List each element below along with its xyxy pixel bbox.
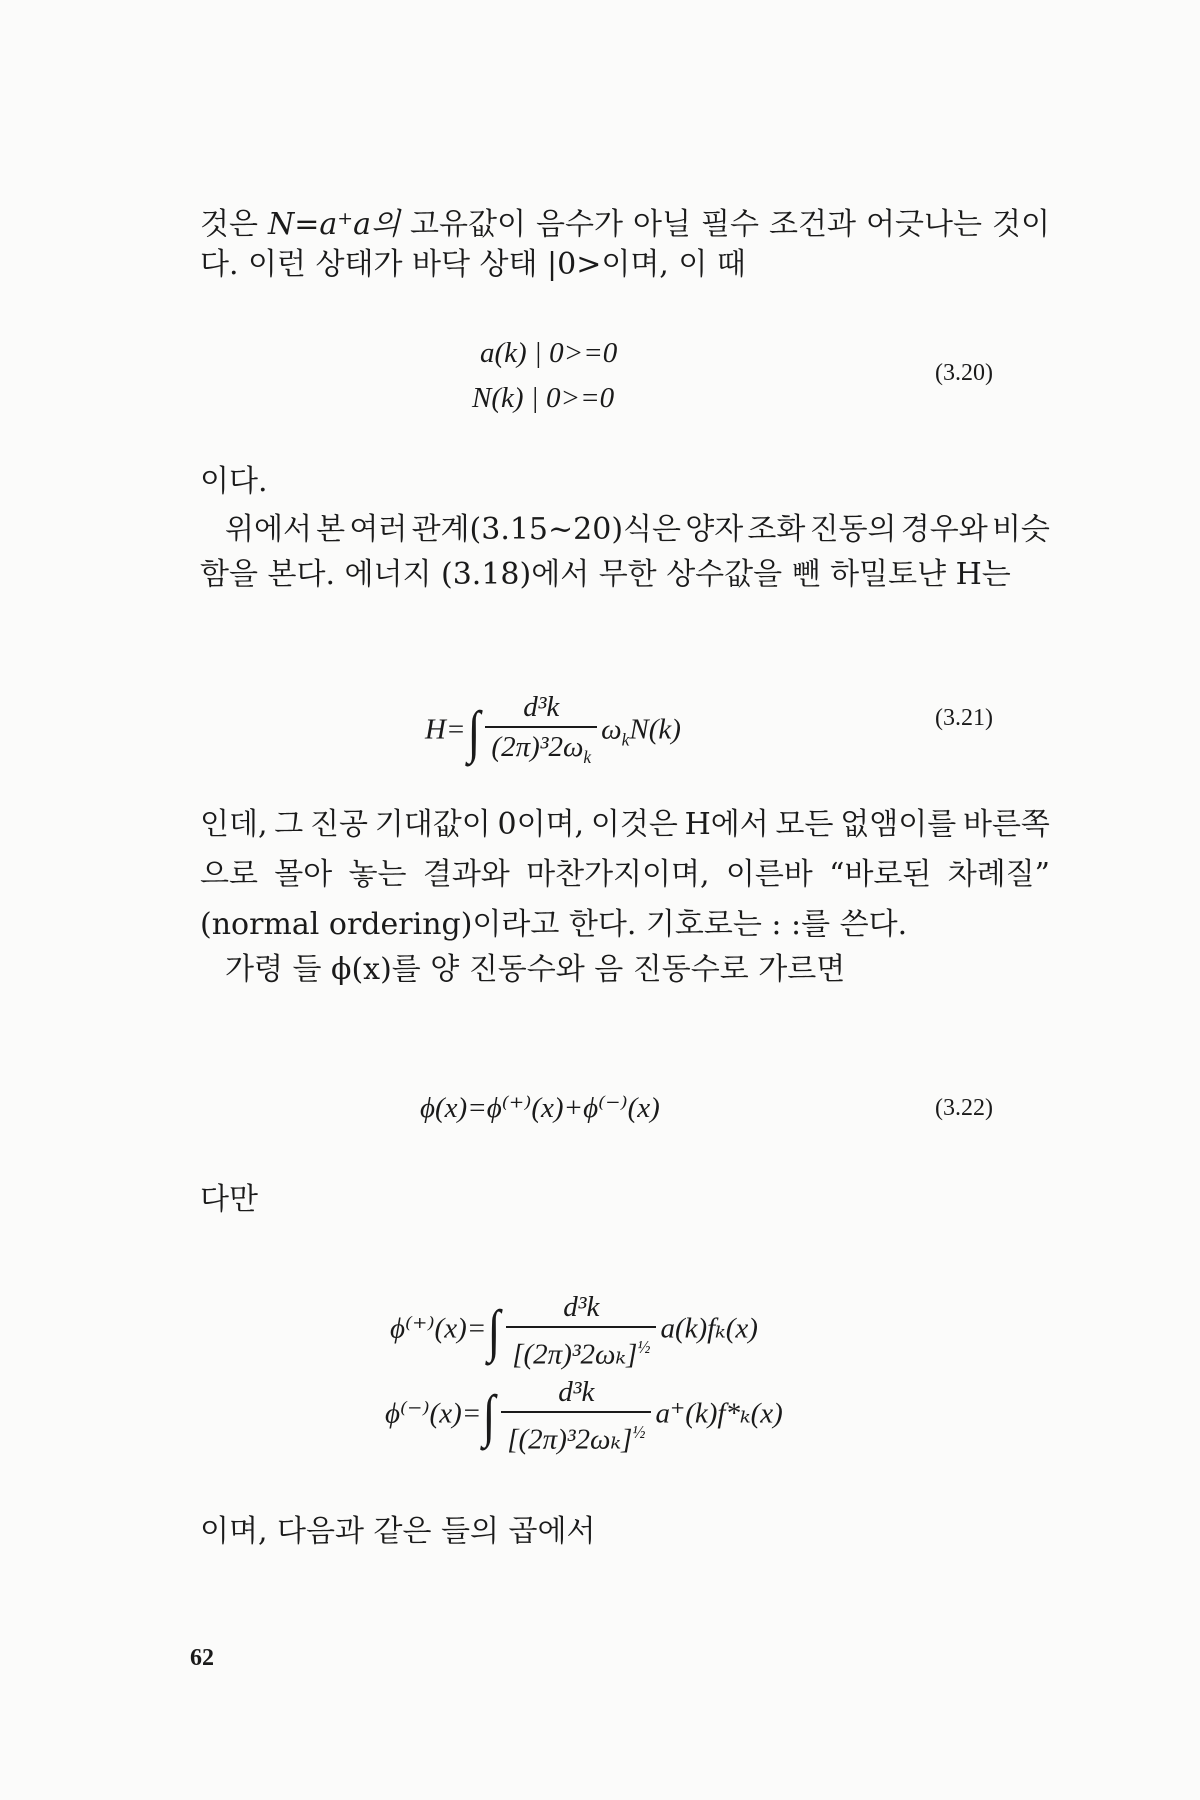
word: 그 bbox=[274, 807, 304, 842]
paragraph-3-line-3: (normal ordering)이라고 한다. 기호로는 : :를 쓴다. bbox=[200, 907, 908, 942]
page-number: 62 bbox=[190, 1645, 214, 1671]
eq-3-20-line-2: N(k) | 0>=0 bbox=[472, 382, 615, 414]
text-final: 이며, 다음과 같은 들의 곱에서 bbox=[200, 1514, 596, 1549]
eq-number-3-22: (3.22) bbox=[935, 1095, 993, 1121]
eq-phi-plus: ϕ⁽⁺⁾(x)=∫ $\frac{\text{d³k}}{[(2\pi)^32\omega_k]^{\frac{1}{2}}}$ a(k)fₖ(x) bbox=[390, 1291, 758, 1371]
word: 진동의 bbox=[809, 512, 897, 547]
paragraph-2-line-1 bbox=[225, 510, 1050, 550]
word: 것이 bbox=[992, 207, 1050, 242]
word: 고유값이 bbox=[410, 207, 526, 242]
paragraph-2-line-2: 함을 본다. 에너지 (3.18)에서 무한 상수값을 뺀 하밀토냔 H는 bbox=[200, 557, 1011, 592]
word: 양자 bbox=[685, 512, 744, 547]
word: 조건과 bbox=[769, 207, 856, 242]
word: 본 bbox=[316, 512, 346, 547]
eq-phi-minus: ϕ⁽⁻⁾(x)=∫ $\frac{\text{d³k}}{[(2\pi)^32\omega_k]^{\frac{1}{2}}}$ a⁺(k)f*ₖ(x) bbox=[385, 1376, 783, 1456]
word: 0이며, bbox=[497, 807, 585, 842]
word: 인데, bbox=[200, 807, 268, 842]
paragraph-1-line-2: 다. 이런 상태가 바닥 상태 |0>이며, 이 때 bbox=[200, 247, 746, 282]
paragraph-3-line-1 bbox=[200, 805, 1050, 845]
word: 관계(3.15~20)식은 bbox=[411, 512, 681, 547]
word: 경우와 bbox=[900, 512, 988, 547]
word: 위에서 bbox=[225, 512, 312, 547]
word: 이른바 bbox=[725, 857, 813, 892]
word: 진공 bbox=[310, 807, 369, 842]
word: 놓는 bbox=[348, 857, 407, 892]
word: 기대값이 bbox=[374, 807, 491, 842]
fraction: $\frac{\text{d³k}}{[(2\pi)^32\omega_k]^{\frac{1}{2}}}$ bbox=[501, 1375, 651, 1457]
eq-3-21-lhs: H= bbox=[425, 713, 466, 746]
word: 음수가 bbox=[536, 207, 623, 242]
word: 비슷 bbox=[991, 512, 1050, 547]
word: 필수 bbox=[701, 207, 759, 242]
word: 몰아 bbox=[274, 857, 333, 892]
word: 으로 bbox=[200, 857, 258, 892]
word: 차례질” bbox=[947, 857, 1050, 892]
word: N=a⁺a의 bbox=[268, 207, 400, 242]
word: 바른쪽 bbox=[962, 807, 1050, 842]
word: 마찬가지이며, bbox=[526, 857, 710, 892]
word: 어긋나는 bbox=[866, 207, 982, 242]
paragraph-3-line-4: 가령 들 ϕ(x)를 양 진동수와 음 진동수로 가르면 bbox=[225, 952, 846, 987]
integral-sign-icon: ∫ bbox=[467, 698, 480, 764]
word: 것은 bbox=[200, 207, 258, 242]
eq-number-3-20: (3.20) bbox=[935, 360, 993, 386]
text-ida: 이다. bbox=[200, 464, 268, 499]
numerator: d³k bbox=[523, 691, 560, 723]
fraction bbox=[485, 690, 597, 774]
denominator: $(2\pi)^32\omega_k$ bbox=[485, 726, 597, 774]
paragraph-3-line-2 bbox=[200, 855, 1050, 895]
word: 결과와 bbox=[422, 857, 510, 892]
word: 모든 bbox=[775, 807, 834, 842]
word: 조화 bbox=[747, 512, 806, 547]
text-daman: 다만 bbox=[200, 1182, 258, 1217]
paragraph-1-line-1 bbox=[200, 205, 1050, 245]
word: “바로된 bbox=[829, 857, 932, 892]
fraction: $\frac{\text{d³k}}{[(2\pi)^32\omega_k]^{\frac{1}{2}}}$ bbox=[506, 1290, 656, 1372]
word: 여러 bbox=[349, 512, 408, 547]
word: 이것은 bbox=[590, 807, 678, 842]
eq-3-22: ϕ(x)=ϕ⁽⁺⁾(x)+ϕ⁽⁻⁾(x) bbox=[420, 1092, 660, 1124]
eq-3-20-line-1: a(k) | 0>=0 bbox=[480, 337, 618, 369]
word: H에서 bbox=[684, 807, 769, 842]
eq-number-3-21: (3.21) bbox=[935, 705, 993, 731]
integral-sign-icon: ∫ bbox=[482, 1382, 496, 1448]
word: 아닐 bbox=[633, 207, 691, 242]
integral-sign-icon: ∫ bbox=[487, 1297, 501, 1363]
eq-3-21: H=∫ $\frac{\text{d³k}}{(2\pi)^32\omega_k}$ $\omega_kN(k)$ bbox=[425, 690, 681, 774]
word: 없앰이를 bbox=[840, 807, 957, 842]
